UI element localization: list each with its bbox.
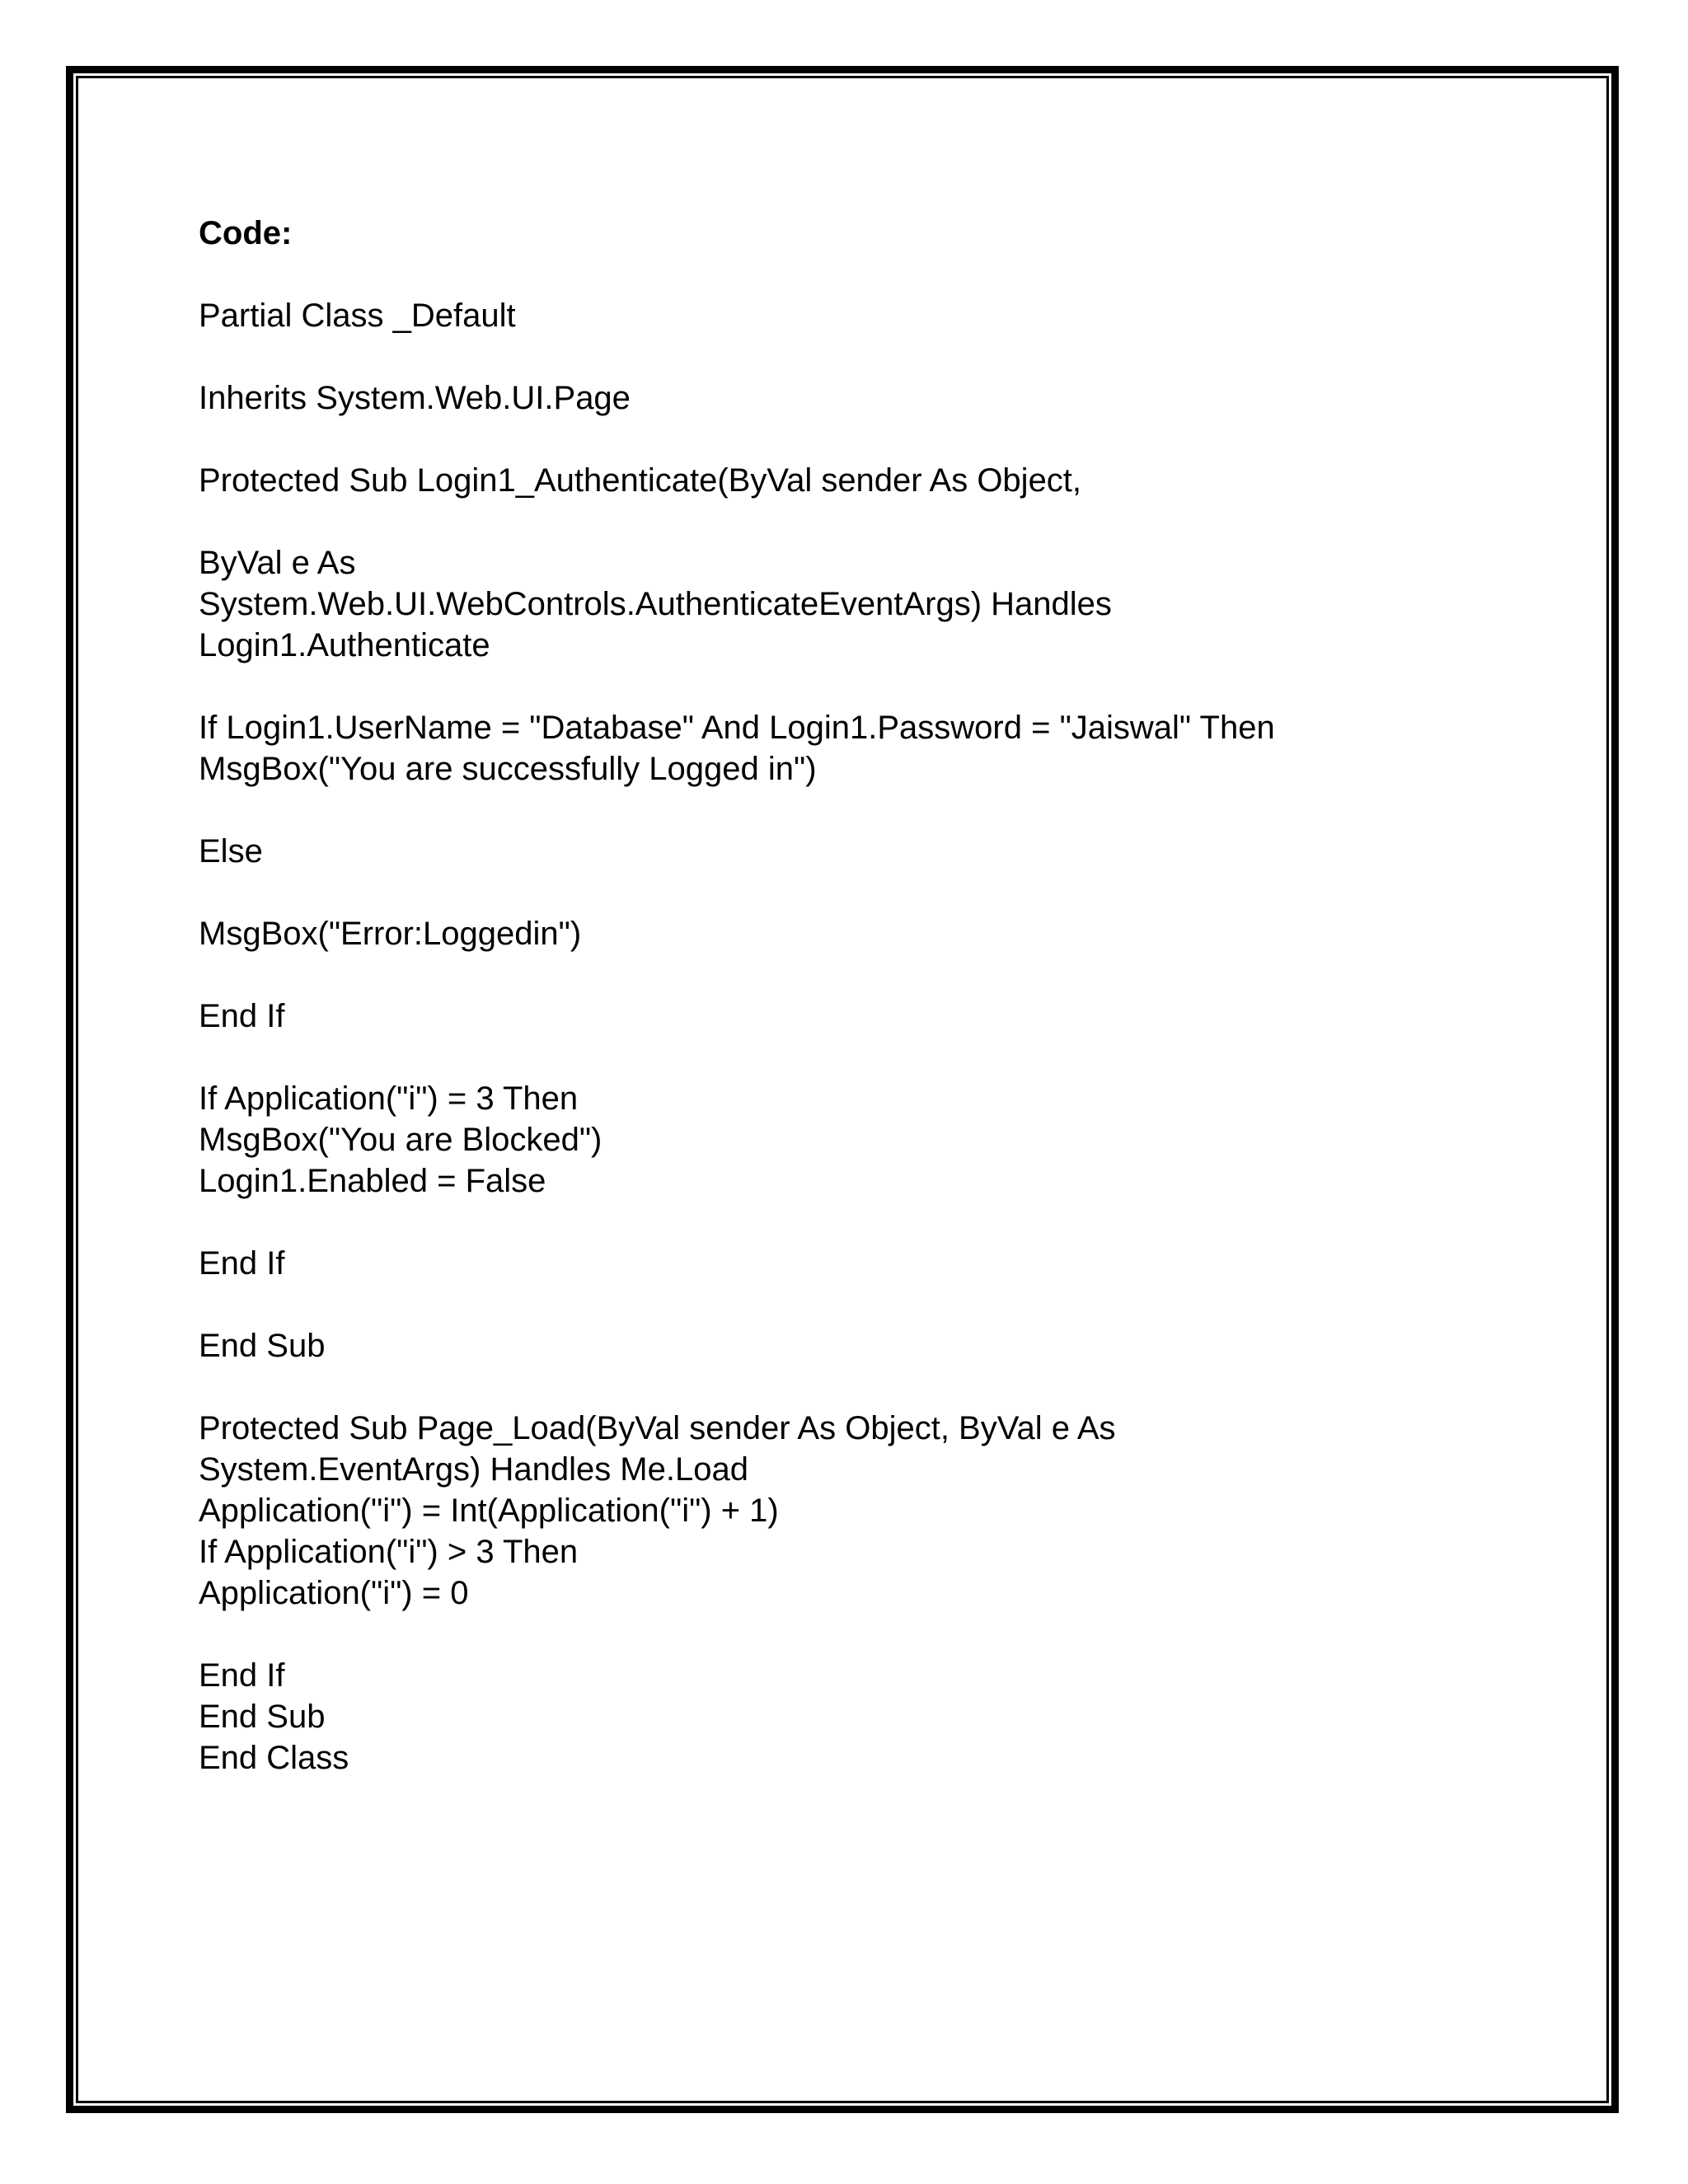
code-line: End If [199, 1657, 285, 1694]
document-content [199, 213, 1534, 1779]
spacer [199, 1202, 1534, 1243]
spacer [199, 1614, 1534, 1655]
code-line: If Application("i") = 3 Then [199, 1080, 579, 1117]
code-line: Protected Sub Login1_Authenticate(ByVal sender As Object, [199, 462, 1082, 499]
code-line: MsgBox("You are successfully Logged in") [199, 751, 817, 787]
code-line: Else [199, 833, 263, 869]
code-line: If Login1.UserName = "Database" And Login1.Password = "Jaiswal" Then [199, 710, 1275, 746]
spacer [199, 666, 1534, 707]
code-line: MsgBox("You are Blocked") [199, 1122, 603, 1158]
code-line: MsgBox("Error:Loggedin") [199, 916, 582, 952]
code-line: End If [199, 998, 285, 1034]
code-line: Partial Class _Default [199, 298, 516, 334]
code-line: Inherits System.Web.UI.Page [199, 380, 631, 416]
code-line: End Class [199, 1740, 349, 1776]
code-line: End Sub [199, 1328, 326, 1364]
code-line: Application("i") = Int(Application("i") + 1) [199, 1493, 779, 1529]
code-line: Login1.Enabled = False [199, 1163, 546, 1199]
code-line: End If [199, 1245, 285, 1282]
code-line: System.Web.UI.WebControls.AuthenticateEventArgs) Handles [199, 586, 1112, 622]
spacer [199, 419, 1534, 460]
spacer [199, 336, 1534, 377]
code-line: System.EventArgs) Handles Me.Load [199, 1451, 748, 1488]
spacer [199, 790, 1534, 831]
spacer [199, 1037, 1534, 1078]
spacer [199, 1366, 1534, 1408]
code-line: Protected Sub Page_Load(ByVal sender As Object, ByVal e As [199, 1410, 1116, 1446]
code-heading: Code: [199, 215, 293, 251]
spacer [199, 501, 1534, 542]
code-line: End Sub [199, 1699, 326, 1735]
spacer [199, 1284, 1534, 1325]
spacer [199, 254, 1534, 295]
code-line: Login1.Authenticate [199, 627, 490, 663]
code-line: Application("i") = 0 [199, 1575, 469, 1611]
code-line: If Application("i") > 3 Then [199, 1534, 579, 1570]
code-line: ByVal e As [199, 545, 356, 581]
spacer [199, 954, 1534, 996]
spacer [199, 872, 1534, 913]
